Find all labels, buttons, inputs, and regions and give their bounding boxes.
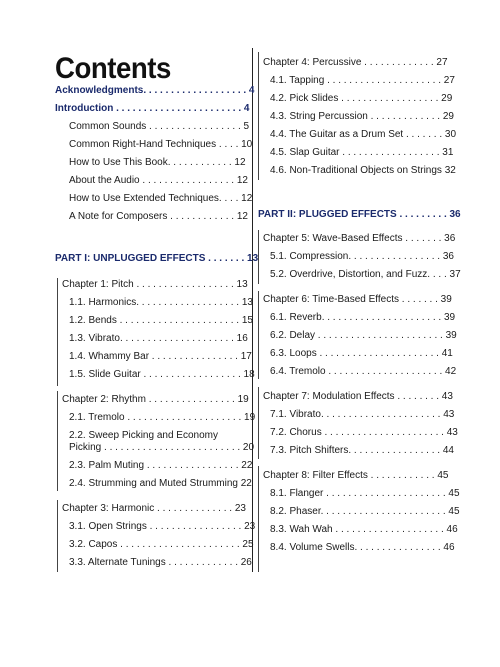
toc-entry[interactable]: How to Use This Book. . . . . . . . . . . . 12 — [69, 157, 246, 168]
chapter-4-bracket — [258, 52, 259, 180]
toc-entry[interactable]: 6.1. Reverb. . . . . . . . . . . . . . . . . . . . . . 39 — [270, 312, 456, 323]
toc-entry[interactable]: 6.4. Tremolo . . . . . . . . . . . . . . . . . . . . . 42 — [270, 366, 457, 377]
toc-entry[interactable]: 2.3. Palm Muting . . . . . . . . . . . . . . . . . 22 — [69, 460, 253, 471]
toc-entry[interactable]: 1.5. Slide Guitar . . . . . . . . . . . . . . . . . . 18 — [69, 369, 255, 380]
toc-entry[interactable]: 2.4. Strumming and Muted Strumming 22 — [69, 478, 252, 489]
toc-entry[interactable]: 1.2. Bends . . . . . . . . . . . . . . . . . . . . . . 15 — [69, 315, 253, 326]
toc-entry[interactable]: About the Audio . . . . . . . . . . . . . . . . . 12 — [69, 175, 248, 186]
toc-chapter-5[interactable]: Chapter 5: Wave-Based Effects . . . . . . . 36 — [263, 233, 456, 244]
toc-chapter-6[interactable]: Chapter 6: Time-Based Effects . . . . . . . 39 — [263, 294, 452, 305]
chapter-7-bracket — [258, 387, 259, 459]
toc-entry[interactable]: Picking . . . . . . . . . . . . . . . . . . . . . . . . . 20 — [69, 442, 255, 453]
toc-entry[interactable]: 2.2. Sweep Picking and Economy — [69, 430, 218, 441]
chapter-6-bracket — [258, 291, 259, 379]
toc-entry[interactable]: 4.2. Pick Slides . . . . . . . . . . . . . . . . . . 29 — [270, 93, 453, 104]
toc-entry[interactable]: 1.1. Harmonics. . . . . . . . . . . . . . . . . . . 13 — [69, 297, 253, 308]
toc-entry[interactable]: 5.2. Overdrive, Distortion, and Fuzz. . . . 37 — [270, 269, 461, 280]
toc-part-2[interactable]: PART II: PLUGGED EFFECTS . . . . . . . . . 36 — [258, 209, 461, 220]
toc-entry[interactable]: Common Sounds . . . . . . . . . . . . . . . . . 5 — [69, 121, 250, 132]
toc-entry[interactable]: 1.4. Whammy Bar . . . . . . . . . . . . . . . . 17 — [69, 351, 252, 362]
toc-chapter-2[interactable]: Chapter 2: Rhythm . . . . . . . . . . . . . . . . 19 — [62, 394, 249, 405]
column-divider — [252, 48, 253, 572]
toc-entry[interactable]: 1.3. Vibrato. . . . . . . . . . . . . . . . . . . . . 16 — [69, 333, 248, 344]
chapter-8-bracket — [258, 466, 259, 572]
toc-entry-introduction[interactable]: Introduction . . . . . . . . . . . . . . . . . . . . . . . 4 — [55, 103, 250, 114]
chapter-1-bracket — [57, 278, 58, 386]
toc-entry[interactable]: 8.3. Wah Wah . . . . . . . . . . . . . . . . . . . . 46 — [270, 524, 458, 535]
toc-entry[interactable]: 4.1. Tapping . . . . . . . . . . . . . . . . . . . . . 27 — [270, 75, 455, 86]
toc-entry[interactable]: 4.5. Slap Guitar . . . . . . . . . . . . . . . . . . 31 — [270, 147, 454, 158]
toc-entry[interactable]: 2.1. Tremolo . . . . . . . . . . . . . . . . . . . . . 19 — [69, 412, 256, 423]
toc-entry[interactable]: 3.1. Open Strings . . . . . . . . . . . . . . . . . 23 — [69, 521, 256, 532]
toc-part-1[interactable]: PART I: UNPLUGGED EFFECTS . . . . . . . 13 — [55, 253, 259, 264]
toc-entry[interactable]: 3.2. Capos . . . . . . . . . . . . . . . . . . . . . . 25 — [69, 539, 254, 550]
toc-entry[interactable]: 4.4. The Guitar as a Drum Set . . . . . . . 30 — [270, 129, 457, 140]
page-title: Contents — [55, 52, 171, 85]
toc-chapter-7[interactable]: Chapter 7: Modulation Effects . . . . . . . . 43 — [263, 391, 453, 402]
toc-entry[interactable]: 6.2. Delay . . . . . . . . . . . . . . . . . . . . . . . 39 — [270, 330, 457, 341]
toc-chapter-3[interactable]: Chapter 3: Harmonic . . . . . . . . . . . . . . 23 — [62, 503, 246, 514]
toc-entry[interactable]: 8.1. Flanger . . . . . . . . . . . . . . . . . . . . . . 45 — [270, 488, 460, 499]
chapter-2-bracket — [57, 391, 58, 491]
toc-chapter-1[interactable]: Chapter 1: Pitch . . . . . . . . . . . . . . . . . . 13 — [62, 279, 248, 290]
toc-entry[interactable]: 7.3. Pitch Shifters. . . . . . . . . . . . . . . . . 44 — [270, 445, 454, 456]
toc-entry[interactable]: 7.1. Vibrato. . . . . . . . . . . . . . . . . . . . . . 43 — [270, 409, 455, 420]
toc-chapter-4[interactable]: Chapter 4: Percussive . . . . . . . . . . . . . 27 — [263, 57, 448, 68]
chapter-3-bracket — [57, 500, 58, 572]
toc-entry[interactable]: 5.1. Compression. . . . . . . . . . . . . . . . . 36 — [270, 251, 454, 262]
toc-entry[interactable]: A Note for Composers . . . . . . . . . . . . 12 — [69, 211, 248, 222]
toc-entry[interactable]: 8.2. Phaser. . . . . . . . . . . . . . . . . . . . . . . 45 — [270, 506, 460, 517]
toc-entry[interactable]: 8.4. Volume Swells. . . . . . . . . . . . . . . . 46 — [270, 542, 455, 553]
toc-entry[interactable]: 7.2. Chorus . . . . . . . . . . . . . . . . . . . . . . 43 — [270, 427, 458, 438]
toc-entry[interactable]: 3.3. Alternate Tunings . . . . . . . . . . . . . 26 — [69, 557, 252, 568]
toc-entry[interactable]: 4.3. String Percussion . . . . . . . . . . . . . 29 — [270, 111, 454, 122]
toc-entry[interactable]: 4.6. Non-Traditional Objects on Strings 32 — [270, 165, 456, 176]
toc-entry-acknowledgments[interactable]: Acknowledgments. . . . . . . . . . . . . . . . . . . 4 — [55, 85, 255, 96]
toc-entry[interactable]: 6.3. Loops . . . . . . . . . . . . . . . . . . . . . . 41 — [270, 348, 453, 359]
toc-entry[interactable]: How to Use Extended Techniques. . . . 12 — [69, 193, 253, 204]
toc-entry[interactable]: Common Right-Hand Techniques . . . . 10 — [69, 139, 253, 150]
toc-chapter-8[interactable]: Chapter 8: Filter Effects . . . . . . . . . . . . 45 — [263, 470, 449, 481]
